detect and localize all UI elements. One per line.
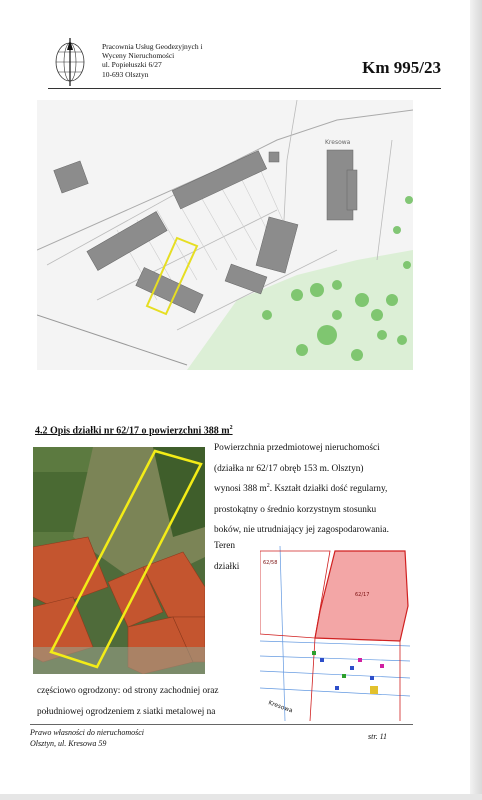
text-line: południowej ogrodzeniem z siatki metalowej na [37,706,216,717]
description-continued [37,681,251,722]
company-line: ul. Popiełuszki 6/27 [102,60,162,70]
page-edge-bottom [0,794,482,800]
description-paragraph [214,438,412,541]
section-title-sup: 2 [229,425,233,431]
cadastral-street-label: Kresowa [267,699,294,715]
text-line [214,459,412,480]
header-divider [48,88,441,89]
company-logo-icon [50,38,90,86]
page-number: str. 11 [368,732,387,741]
footer-line: Olsztyn, ul. Kresowa 59 [30,739,107,748]
text-line-4: prostokątny o średnio korzystnym stosunku [214,504,377,515]
text-line: częściowo ogrodzony: od strony zachodniej oraz [37,686,219,696]
text-teren: Teren [214,541,236,551]
text-line-3b: . Kształt działki dość regularny, [269,484,388,494]
section-title-text: 4.2 Opis działki nr 62/17 o powierzchni 388 m [35,425,230,437]
text-line-1: Powierzchnia przedmiotowej nieruchomości [214,443,380,453]
page-header [50,36,445,88]
footer-divider [30,724,413,725]
aerial-photo [33,447,205,674]
text-line [214,520,412,541]
text-line-3-sup: 2 [266,482,270,489]
company-address [102,42,203,79]
text-line-3a: wynosi 388 m [214,484,267,494]
section-title [35,425,233,436]
page-edge [470,0,482,800]
text-line-5: boków, nie utrudniający jej zagospodarowania. [214,525,389,535]
footer-note [30,727,144,749]
cadastral-map-image [260,546,410,721]
text-line-2: (działka nr 62/17 obręb 153 m. Olsztyn) [214,463,364,474]
location-map-image [37,100,413,370]
document-id: Km 995/23 [362,58,441,77]
company-line: Pracownia Usług Geodezyjnych i [102,42,203,51]
text-line [214,479,412,500]
neighbor-parcel-label: 62/58 [263,560,278,566]
company-line: 10-693 Olsztyn [102,69,149,79]
text-dzialki: działki [214,562,240,572]
footer-line: Prawo własności do nieruchomości [30,728,144,737]
parcel-label: 62/17 [355,592,370,598]
text-line [214,438,412,459]
company-line: Wyceny Nieruchomości [102,51,175,61]
text-line [214,500,412,521]
map-street-label: Kresowa [325,139,351,146]
